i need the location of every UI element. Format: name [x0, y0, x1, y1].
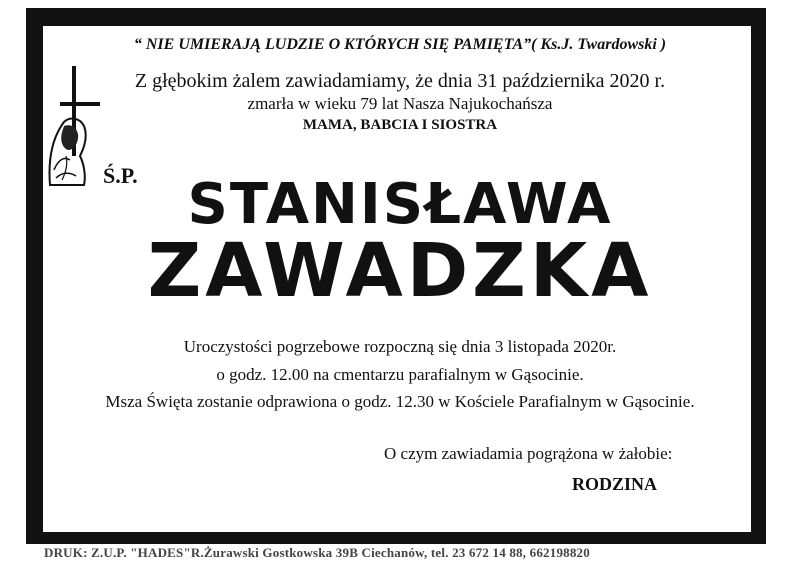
- signature: RODZINA: [572, 474, 658, 494]
- announcement-line-1: Z głębokim żalem zawiadamiamy, że dnia 31 października 2020 r.: [134, 70, 666, 92]
- announcement-line-2: zmarła w wieku 79 lat Nasza Najukochańsza: [247, 94, 553, 113]
- funeral-info-line-1: Uroczystości pogrzebowe rozpoczną się dnia 3 listopada 2020r.: [183, 337, 617, 356]
- print-credit: DRUK: Z.U.P. "HADES"R.Żurawski Gostkowska 39B Ciechanów, tel. 23 672 14 88, 662198820: [44, 545, 590, 560]
- family-relation: MAMA, BABCIA I SIOSTRA: [302, 117, 498, 133]
- deceased-last-name: ZAWADZKA: [147, 228, 653, 314]
- memoriam-prefix: Ś.P.: [103, 163, 138, 188]
- mourners-statement: O czym zawiadamia pogrążona w żałobie:: [384, 444, 673, 463]
- deceased-first-name: STANISŁAWA: [187, 172, 613, 237]
- funeral-info-line-3: Msza Święta zostanie odprawiona o godz. 12.30 w Kościele Parafialnym w Gąsocinie.: [105, 392, 695, 411]
- memorial-quote: “ NIE UMIERAJĄ LUDZIE O KTÓRYCH SIĘ PAMIĘTA”( Ks.J. Twardowski ): [133, 36, 667, 53]
- funeral-info-line-2: o godz. 12.00 na cmentarzu parafialnym w Gąsocinie.: [216, 365, 584, 384]
